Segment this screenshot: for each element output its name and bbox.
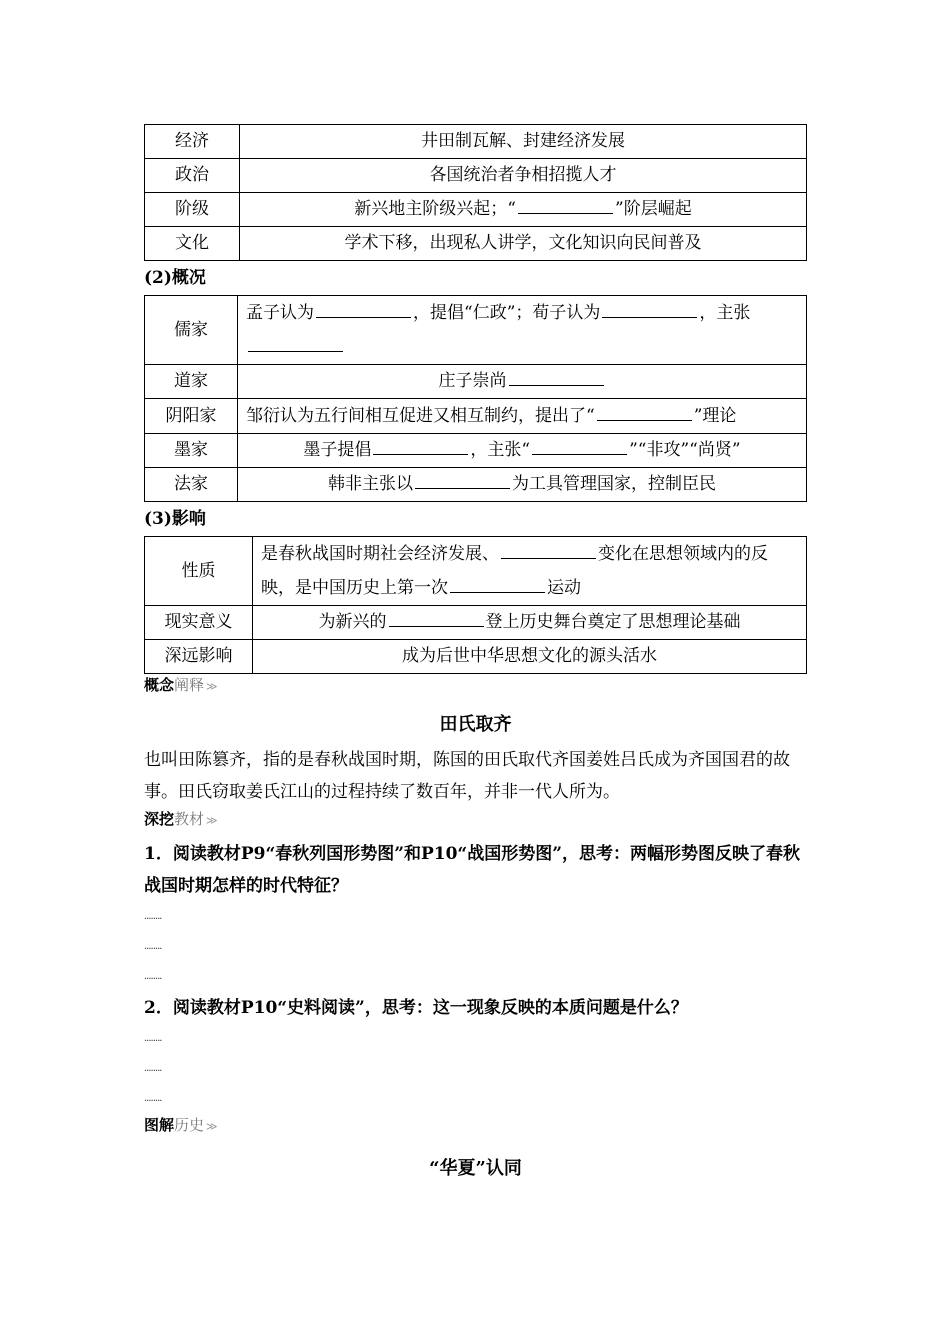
table-row (145, 227, 807, 261)
row-label: 道家 (145, 365, 238, 399)
fill-blank[interactable] (518, 212, 613, 214)
table-row (145, 640, 807, 674)
table-row (145, 193, 807, 227)
fill-blank[interactable] (415, 487, 510, 489)
fill-blank[interactable] (373, 453, 468, 455)
row-label: 阴阳家 (145, 399, 238, 434)
question-2: 2．阅读教材P10“史料阅读”，思考：这一现象反映的本质问题是什么？ (144, 998, 688, 1018)
row-content: 孟子认为 ，提倡“仁政”；荀子认为 ，主张 (238, 296, 807, 365)
table-row (145, 606, 807, 640)
answer-line[interactable]: ........ (144, 1093, 162, 1104)
fill-blank[interactable] (532, 453, 627, 455)
question-1: 1．阅读教材P9“春秋列国形势图”和P10“战国形势图”，思考：两幅形势图反映了春秋战国时期怎样的时代特征？ (144, 844, 800, 896)
document-page (144, 124, 807, 1184)
row-content: 新兴地主阶级兴起；“ ”阶层崛起 (240, 193, 807, 227)
row-content: 井田制瓦解、封建经济发展 (240, 125, 807, 159)
row-label: 政治 (145, 159, 240, 193)
fill-blank[interactable] (602, 316, 697, 318)
answer-line[interactable]: ........ (144, 1063, 162, 1074)
answer-line[interactable]: ........ (144, 941, 162, 952)
fill-blank[interactable] (597, 419, 692, 421)
section-heading-impact: (3)影响 (144, 509, 206, 529)
history-section-tag: 图解历史 ≫ (144, 1116, 218, 1134)
table-row (145, 365, 807, 399)
table-row (145, 537, 807, 606)
chevron-down-icon: ≫ (206, 814, 218, 827)
row-label: 儒家 (145, 296, 238, 365)
section-heading-overview: (2)概况 (144, 268, 206, 288)
row-content: 各国统治者争相招揽人才 (240, 159, 807, 193)
background-table (144, 124, 807, 261)
impact-table (144, 536, 807, 674)
row-label: 深远影响 (145, 640, 253, 674)
answer-line[interactable]: ........ (144, 1033, 162, 1044)
row-label: 墨家 (145, 434, 238, 468)
overview-table (144, 295, 807, 502)
row-label: 经济 (145, 125, 240, 159)
fill-blank[interactable] (501, 557, 596, 559)
row-label: 文化 (145, 227, 240, 261)
concept-text: 也叫田陈篡齐，指的是春秋战国时期，陈国的田氏取代齐国姜姓吕氏成为齐国国君的故事。田氏窃取姜氏江山的过程持续了数百年，并非一代人所为。 (144, 750, 790, 802)
answer-line[interactable]: ........ (144, 971, 162, 982)
fill-blank[interactable] (509, 384, 604, 386)
chevron-down-icon: ≫ (206, 1120, 218, 1133)
row-content: 为新兴的 登上历史舞台奠定了思想理论基础 (253, 606, 807, 640)
history-title: “华夏”认同 (429, 1158, 522, 1179)
concept-section-tag: 概念阐释 ≫ (144, 676, 218, 694)
table-row (145, 159, 807, 193)
row-content: 成为后世中华思想文化的源头活水 (253, 640, 807, 674)
row-content: 学术下移，出现私人讲学，文化知识向民间普及 (240, 227, 807, 261)
concept-title: 田氏取齐 (439, 714, 512, 735)
fill-blank[interactable] (248, 350, 343, 352)
fill-blank[interactable] (450, 591, 545, 593)
row-label: 法家 (145, 468, 238, 502)
fill-blank[interactable] (316, 316, 411, 318)
row-label: 阶级 (145, 193, 240, 227)
row-content: 是春秋战国时期社会经济发展、 变化在思想领域内的反映，是中国历史上第一次 运动 (253, 537, 807, 606)
table-row (145, 399, 807, 434)
fill-blank[interactable] (389, 625, 484, 627)
table-row (145, 296, 807, 365)
row-content: 墨子提倡 ，主张“ ”“非攻”“尚贤” (238, 434, 807, 468)
table-row (145, 434, 807, 468)
textbook-section-tag: 深挖教材 ≫ (144, 810, 218, 828)
row-content: 韩非主张以 为工具管理国家，控制臣民 (238, 468, 807, 502)
answer-line[interactable]: ........ (144, 911, 162, 922)
table-row (145, 125, 807, 159)
row-content: 邹衍认为五行间相互促进又相互制约，提出了“ ”理论 (238, 399, 807, 434)
row-content: 庄子崇尚 (238, 365, 807, 399)
chevron-down-icon: ≫ (206, 680, 218, 693)
row-label: 现实意义 (145, 606, 253, 640)
row-label: 性质 (145, 537, 253, 606)
table-row (145, 468, 807, 502)
